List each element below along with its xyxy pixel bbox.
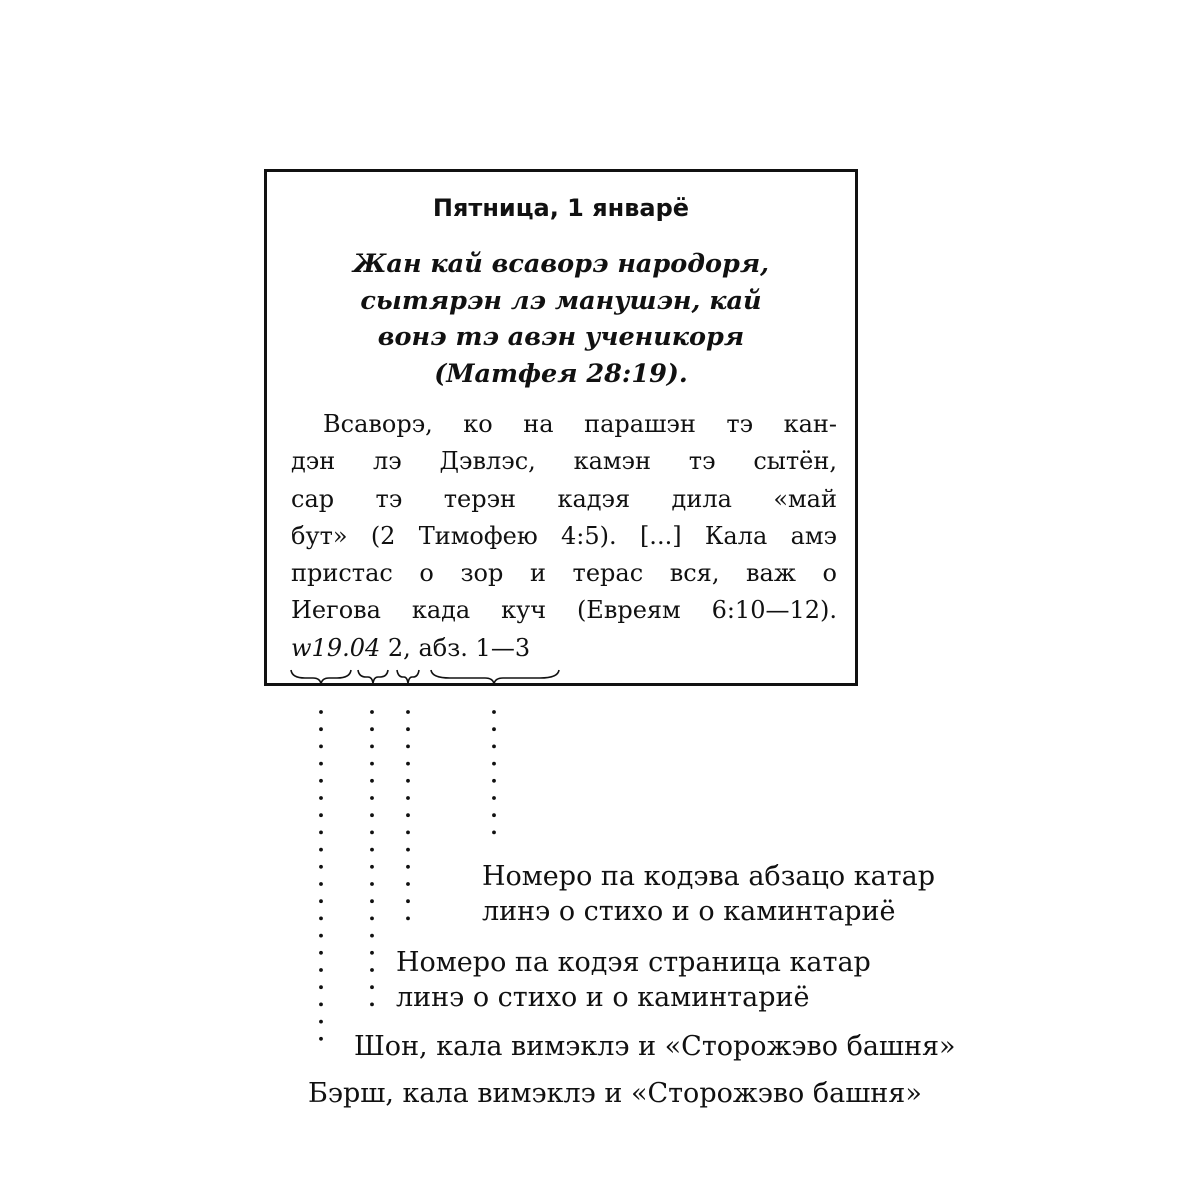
reference-publication: w19.04	[291, 633, 381, 662]
leader-dot	[406, 882, 410, 886]
reference-page: 2,	[387, 633, 411, 662]
issue-leader	[370, 710, 374, 1006]
leader-dot	[406, 831, 410, 835]
leader-dot	[370, 762, 374, 766]
leader-dot	[406, 865, 410, 869]
leader-dot	[406, 727, 410, 731]
leader-dot	[492, 796, 496, 800]
page-number-label	[396, 946, 871, 1015]
leader-dot	[319, 951, 323, 955]
leader-dot	[406, 917, 410, 921]
commentary-line: Всаворэ, ко на парашэн тэ кан-	[323, 410, 837, 438]
leader-dot	[319, 727, 323, 731]
leader-dot	[370, 848, 374, 852]
leader-dot	[319, 1020, 323, 1024]
leader-dot	[406, 813, 410, 817]
leader-dot	[406, 779, 410, 783]
leader-dot	[370, 882, 374, 886]
year-label: Бэрш, кала вимэклэ и «Сторожэво башня»	[308, 1078, 922, 1109]
leader-dot	[370, 831, 374, 835]
verse-line: (Матфея 28:19).	[434, 358, 688, 389]
leader-dot	[319, 882, 323, 886]
commentary-line: сар тэ терэн кадэя дила «май	[291, 484, 837, 513]
date-heading: Пятница, 1 январё	[432, 194, 690, 222]
paragraph-number-label	[482, 860, 935, 929]
leader-dot	[492, 762, 496, 766]
leader-dot	[319, 934, 323, 938]
leader-dot	[370, 745, 374, 749]
leader-dot	[406, 710, 410, 714]
leader-dot	[370, 968, 374, 972]
leader-dot	[370, 813, 374, 817]
leader-dot	[319, 865, 323, 869]
leader-dot	[319, 917, 323, 921]
leader-dot	[319, 779, 323, 783]
commentary-line: бут» (2 Тимофею 4:5). [...] Кала амэ	[291, 521, 837, 550]
leader-dot	[370, 727, 374, 731]
leader-dot	[319, 1003, 323, 1007]
leader-dot	[319, 968, 323, 972]
leader-dot	[492, 727, 496, 731]
leader-dot	[406, 796, 410, 800]
leader-dot	[370, 934, 374, 938]
leader-dot	[406, 762, 410, 766]
paragraph-leader	[492, 710, 496, 834]
leader-dot	[492, 710, 496, 714]
leader-dot	[319, 1037, 323, 1041]
label-line: линэ о стихо и о каминтариё	[482, 895, 896, 927]
leader-dot	[319, 762, 323, 766]
leader-dot	[370, 865, 374, 869]
label-line: Номеро па кодэва абзацо катар	[482, 861, 936, 892]
leader-dot	[370, 951, 374, 955]
leader-dot	[492, 831, 496, 835]
leader-dot	[370, 779, 374, 783]
leader-dot	[370, 917, 374, 921]
leader-dot	[406, 899, 410, 903]
verse-line: Жан кай всаворэ народоря,	[352, 249, 770, 279]
reference-paragraphs: абз. 1—3	[418, 633, 531, 662]
leader-dot	[370, 710, 374, 714]
leader-dot	[492, 779, 496, 783]
leader-dot	[319, 813, 323, 817]
commentary-line: дэн лэ Дэвлэс, камэн тэ сытён,	[291, 447, 837, 476]
leader-dot	[406, 848, 410, 852]
leader-dot	[319, 831, 323, 835]
leader-dot	[319, 985, 323, 989]
label-line: линэ о стихо и о каминтариё	[396, 981, 810, 1013]
page-leader	[406, 710, 410, 920]
commentary-line: пристас о зор и терас вся, важ о	[291, 559, 837, 588]
leader-dot	[370, 985, 374, 989]
leader-dot	[319, 745, 323, 749]
leader-dot	[370, 796, 374, 800]
leader-dot	[492, 745, 496, 749]
verse-line: сытярэн лэ манушэн, кай	[360, 285, 762, 316]
issue-label: Шон, кала вимэклэ и «Сторожэво башня»	[354, 1031, 956, 1062]
leader-dot	[319, 899, 323, 903]
leader-dot	[492, 813, 496, 817]
leader-dot	[319, 710, 323, 714]
leader-dot	[370, 899, 374, 903]
year-leader	[319, 710, 323, 1041]
leader-dot	[319, 796, 323, 800]
commentary-line: Иегова када куч (Евреям 6:10—12).	[291, 596, 837, 625]
leader-dot	[319, 848, 323, 852]
leader-dot	[370, 1003, 374, 1007]
verse-line: вонэ тэ авэн ученикоря	[377, 322, 745, 352]
label-line: Номеро па кодэя страница катар	[396, 947, 871, 978]
leader-dot	[406, 745, 410, 749]
